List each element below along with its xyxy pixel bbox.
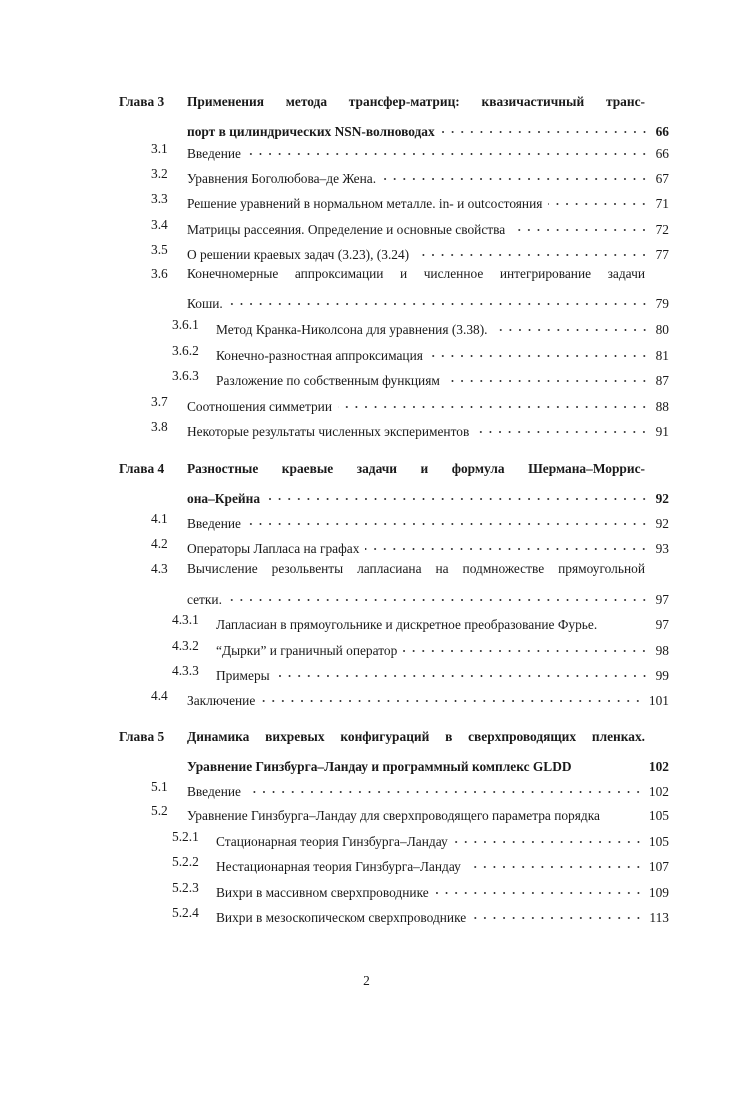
toc-entry-title: Конечномерные аппроксимации и численное интегрирование задачи bbox=[187, 266, 645, 281]
toc-chapter-line[interactable] bbox=[0, 485, 733, 506]
toc-page-number: 66 bbox=[655, 146, 669, 161]
toc-entry-number: 5.2 bbox=[151, 803, 168, 818]
toc-subsection-line[interactable] bbox=[0, 828, 733, 849]
toc-section-line[interactable] bbox=[0, 802, 733, 823]
toc-entry-number: 4.2 bbox=[151, 536, 168, 551]
toc-entry-number: 5.1 bbox=[151, 779, 168, 794]
toc-entry-title: Динамика вихревых конфигураций в сверхпроводящих пленках. bbox=[187, 729, 645, 744]
toc-subsection-line[interactable] bbox=[0, 879, 733, 900]
toc-entry-number: 3.8 bbox=[151, 419, 168, 434]
toc-page-number: 93 bbox=[655, 541, 669, 556]
toc-section-line[interactable] bbox=[0, 393, 733, 414]
toc-chapter-line[interactable] bbox=[0, 460, 733, 478]
toc-page-number: 101 bbox=[648, 693, 669, 708]
toc-entry-number: 3.6.2 bbox=[172, 343, 199, 358]
toc-section-line[interactable] bbox=[0, 418, 733, 439]
toc-entry-title: Стационарная теория Гинзбурга–Ландау bbox=[216, 834, 448, 849]
toc-page-number: 107 bbox=[648, 859, 669, 874]
toc-entry-title: Операторы Лапласа на графах bbox=[187, 541, 360, 556]
toc-entry-number: 4.1 bbox=[151, 511, 168, 526]
dot-leader bbox=[415, 241, 649, 259]
toc-subsection-line[interactable] bbox=[0, 316, 733, 337]
toc-entry-title: О решении краевых задач (3.23), (3.24) bbox=[187, 247, 410, 262]
toc-entry-title: Уравнение Гинзбурга–Ландау для сверхпроводящего параметра порядка bbox=[187, 808, 600, 823]
toc-entry-title: Вихри в мезоскопическом сверхпроводнике bbox=[216, 910, 467, 925]
dot-leader bbox=[247, 778, 643, 796]
toc-section-line[interactable] bbox=[0, 216, 733, 237]
toc-entry-title: Решение уравнений в нормальном металле. in- и outсостояния bbox=[187, 196, 543, 211]
toc-page-number: 72 bbox=[655, 222, 669, 237]
dot-leader bbox=[548, 190, 649, 208]
toc-page-number: 102 bbox=[648, 759, 669, 774]
toc-entry-number: 5.2.1 bbox=[172, 829, 199, 844]
toc-entry-number: 3.6 bbox=[151, 266, 168, 281]
dot-leader bbox=[441, 118, 649, 136]
dot-leader bbox=[382, 165, 649, 183]
dot-leader bbox=[472, 904, 643, 922]
dot-leader bbox=[229, 290, 649, 308]
toc-entry-number: 5.2.4 bbox=[172, 905, 199, 920]
toc-page-number: 67 bbox=[655, 171, 669, 186]
toc-section-line[interactable] bbox=[0, 265, 733, 283]
toc-entry-title: Нестационарная теория Гинзбурга–Ландау bbox=[216, 859, 461, 874]
toc-subsection-line[interactable] bbox=[0, 662, 733, 683]
toc-section-line[interactable] bbox=[0, 290, 733, 311]
toc-entry-title: Лапласиан в прямоугольнике и дискретное преобразование Фурье. bbox=[216, 617, 598, 632]
dot-leader bbox=[247, 140, 649, 158]
toc-entry-title: она–Крейна bbox=[187, 491, 261, 506]
toc-entry-title: сетки. bbox=[187, 592, 222, 607]
toc-page-number: 91 bbox=[655, 424, 669, 439]
toc-entry-title: Вихри в массивном сверхпроводнике bbox=[216, 885, 429, 900]
toc-entry-number: 4.3.1 bbox=[172, 612, 199, 627]
toc-chapter-line[interactable] bbox=[0, 93, 733, 111]
toc-chapter-line[interactable] bbox=[0, 118, 733, 139]
toc-entry-number: 4.4 bbox=[151, 688, 168, 703]
toc-chapter-line[interactable] bbox=[0, 728, 733, 746]
toc-page-number: 88 bbox=[655, 399, 669, 414]
dot-leader bbox=[365, 535, 649, 553]
toc-page-number: 99 bbox=[655, 668, 669, 683]
toc-entry-number: Глава 4 bbox=[119, 461, 165, 476]
dot-leader bbox=[228, 586, 649, 604]
toc-page-number: 81 bbox=[655, 348, 669, 363]
toc-section-line[interactable] bbox=[0, 510, 733, 531]
toc-section-line[interactable] bbox=[0, 586, 733, 607]
toc-entry-number: 3.5 bbox=[151, 242, 168, 257]
toc-entry-title: Соотношения симметрии bbox=[187, 399, 332, 414]
page-number: 2 bbox=[363, 973, 370, 988]
toc-entry-number: 3.2 bbox=[151, 166, 168, 181]
dot-leader bbox=[494, 316, 649, 334]
toc-chapter-line[interactable] bbox=[0, 753, 733, 774]
toc-entry-title: Введение bbox=[187, 146, 241, 161]
toc-page-number: 109 bbox=[648, 885, 669, 900]
dot-leader bbox=[276, 662, 649, 680]
toc-entry-number: 4.3 bbox=[151, 561, 168, 576]
toc-entry-title: Матрицы рассеяния. Определение и основные свойства bbox=[187, 222, 506, 237]
dot-leader bbox=[475, 418, 649, 436]
toc-subsection-line[interactable] bbox=[0, 904, 733, 925]
dot-leader bbox=[511, 216, 649, 234]
toc-page-number: 105 bbox=[648, 834, 669, 849]
toc-entry-title: Коши. bbox=[187, 296, 223, 311]
toc-page-number: 80 bbox=[655, 322, 669, 337]
toc-section-line[interactable] bbox=[0, 165, 733, 186]
dot-leader bbox=[597, 611, 655, 629]
toc-section-line[interactable] bbox=[0, 241, 733, 262]
toc-entry-title: Разностные краевые задачи и формула Шермана–Моррис- bbox=[187, 461, 645, 476]
toc-entry-title: Примеры bbox=[216, 668, 270, 683]
toc-page-number: 87 bbox=[655, 373, 669, 388]
toc-entry-title: Введение bbox=[187, 516, 241, 531]
toc-entry-title: Заключение bbox=[187, 693, 256, 708]
toc-entry-title: Уравнение Гинзбурга–Ландау и программный комплекс GLDD bbox=[187, 759, 572, 774]
toc-section-line[interactable] bbox=[0, 535, 733, 556]
toc-entry-number: Глава 3 bbox=[119, 94, 165, 109]
toc-section-line[interactable] bbox=[0, 560, 733, 578]
toc-entry-number: 3.6.3 bbox=[172, 368, 199, 383]
toc-page-number: 66 bbox=[655, 124, 669, 139]
toc-section-line[interactable] bbox=[0, 190, 733, 211]
toc-page-number: 79 bbox=[655, 296, 669, 311]
toc-entry-number: 3.3 bbox=[151, 191, 168, 206]
toc-entry-title: Разложение по собственным функциям bbox=[216, 373, 440, 388]
toc-page-number: 97 bbox=[655, 617, 669, 632]
toc-entry-title: Вычисление резольвенты лапласиана на подмножестве прямоугольной bbox=[187, 561, 645, 576]
toc-entry-title: Введение bbox=[187, 784, 241, 799]
toc-page-number: 92 bbox=[655, 516, 669, 531]
toc-subsection-line[interactable] bbox=[0, 853, 733, 874]
toc-entry-number: 5.2.2 bbox=[172, 854, 199, 869]
toc-entry-title: Уравнения Боголюбова–де Жена. bbox=[187, 171, 377, 186]
toc-page-number: 105 bbox=[648, 808, 669, 823]
toc-entry-number: Глава 5 bbox=[119, 729, 165, 744]
toc-entry-title: порт в цилиндрических NSN-волноводах bbox=[187, 124, 435, 139]
toc-entry-title: Некоторые результаты численных экспериментов bbox=[187, 424, 470, 439]
toc-entry-title: “Дырки” и граничный оператор bbox=[216, 643, 398, 658]
dot-leader bbox=[454, 828, 643, 846]
toc-section-line[interactable] bbox=[0, 687, 733, 708]
toc-page-number: 98 bbox=[655, 643, 669, 658]
dot-leader bbox=[338, 393, 649, 411]
toc-entry-number: 4.3.2 bbox=[172, 638, 199, 653]
dot-leader bbox=[572, 753, 649, 771]
toc-subsection-line[interactable] bbox=[0, 367, 733, 388]
toc-subsection-line[interactable] bbox=[0, 342, 733, 363]
dot-leader bbox=[261, 687, 643, 705]
toc-entry-title: Метод Кранка-Николсона для уравнения (3.38). bbox=[216, 322, 488, 337]
toc-subsection-line[interactable] bbox=[0, 637, 733, 658]
dot-leader bbox=[467, 853, 643, 871]
toc-page-number: 77 bbox=[655, 247, 669, 262]
toc-entry-title: Применения метода трансфер-матриц: квазичастичный транс- bbox=[187, 94, 645, 109]
dot-leader bbox=[403, 637, 649, 655]
toc-entry-number: 3.1 bbox=[151, 141, 168, 156]
toc-page-number: 71 bbox=[655, 196, 669, 211]
toc-entry-number: 3.4 bbox=[151, 217, 168, 232]
toc-page-number: 92 bbox=[655, 491, 669, 506]
toc-page-number: 102 bbox=[648, 784, 669, 799]
dot-leader bbox=[435, 879, 643, 897]
toc-entry-title: Конечно-разностная аппроксимация bbox=[216, 348, 423, 363]
toc-subsection-line[interactable] bbox=[0, 611, 733, 632]
toc-page-number: 97 bbox=[655, 592, 669, 607]
toc-page-number: 113 bbox=[649, 910, 669, 925]
toc-section-line[interactable] bbox=[0, 778, 733, 799]
toc-entry-number: 4.3.3 bbox=[172, 663, 199, 678]
toc-section-line[interactable] bbox=[0, 140, 733, 161]
dot-leader bbox=[266, 485, 649, 503]
dot-leader bbox=[429, 342, 649, 360]
dot-leader bbox=[446, 367, 649, 385]
dot-leader bbox=[600, 802, 649, 820]
toc-entry-number: 3.6.1 bbox=[172, 317, 199, 332]
dot-leader bbox=[247, 510, 649, 528]
toc-entry-number: 5.2.3 bbox=[172, 880, 199, 895]
toc-entry-number: 3.7 bbox=[151, 394, 168, 409]
